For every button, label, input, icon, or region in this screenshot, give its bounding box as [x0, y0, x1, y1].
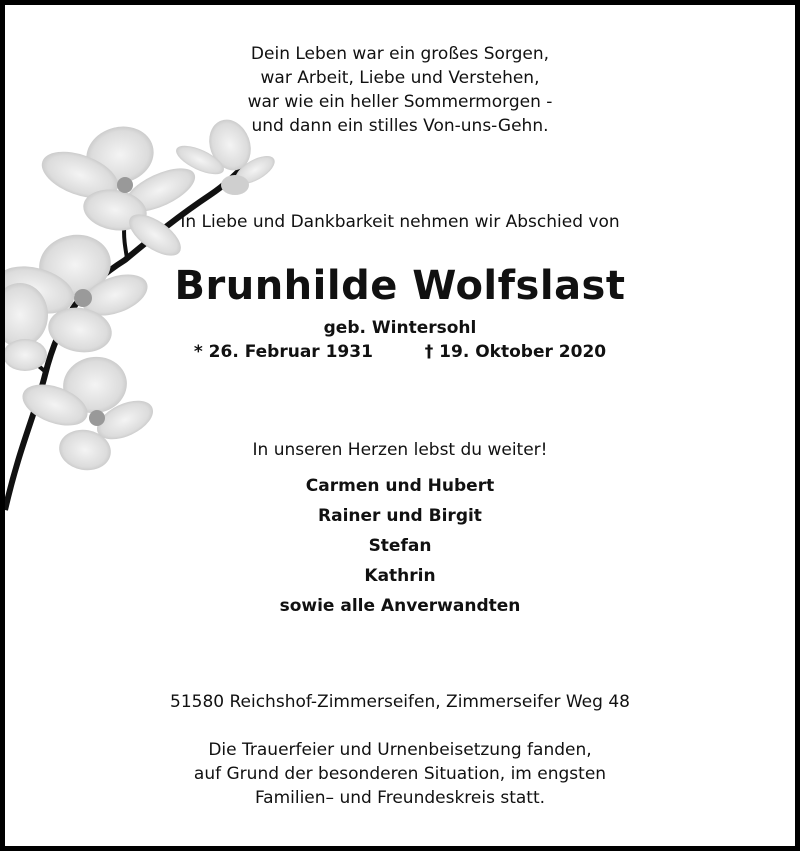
birth-date: * 26. Februar 1931: [193, 342, 373, 362]
mourner-name: sowie alle Anverwandten: [279, 596, 521, 616]
motto: In unseren Herzen lebst du weiter!: [252, 440, 548, 460]
funeral-note-line: auf Grund der besonderen Situation, im engsten: [193, 764, 607, 784]
address: 51580 Reichshof-Zimmerseifen, Zimmerseifer Weg 48: [170, 692, 630, 712]
mourner-name: Rainer und Birgit: [318, 506, 482, 526]
poem-line: war wie ein heller Sommermorgen -: [247, 92, 553, 112]
mourner-name: Stefan: [368, 536, 432, 556]
maiden-name: geb. Wintersohl: [323, 318, 477, 338]
funeral-note-line: Die Trauerfeier und Urnenbeisetzung fanden,: [208, 740, 592, 760]
deceased-name: Brunhilde Wolfslast: [174, 263, 626, 309]
life-dates: [5, 342, 795, 362]
poem-line: Dein Leben war ein großes Sorgen,: [250, 44, 550, 64]
death-date: † 19. Oktober 2020: [424, 342, 607, 362]
intro-text: In Liebe und Dankbarkeit nehmen wir Abschied von: [180, 212, 620, 232]
poem-line: war Arbeit, Liebe und Verstehen,: [260, 68, 540, 88]
mourner-name: Carmen und Hubert: [305, 476, 495, 496]
poem-line: und dann ein stilles Von-uns-Gehn.: [251, 116, 549, 136]
funeral-note-line: Familien– und Freundeskreis statt.: [254, 788, 546, 808]
mourner-name: Kathrin: [364, 566, 436, 586]
